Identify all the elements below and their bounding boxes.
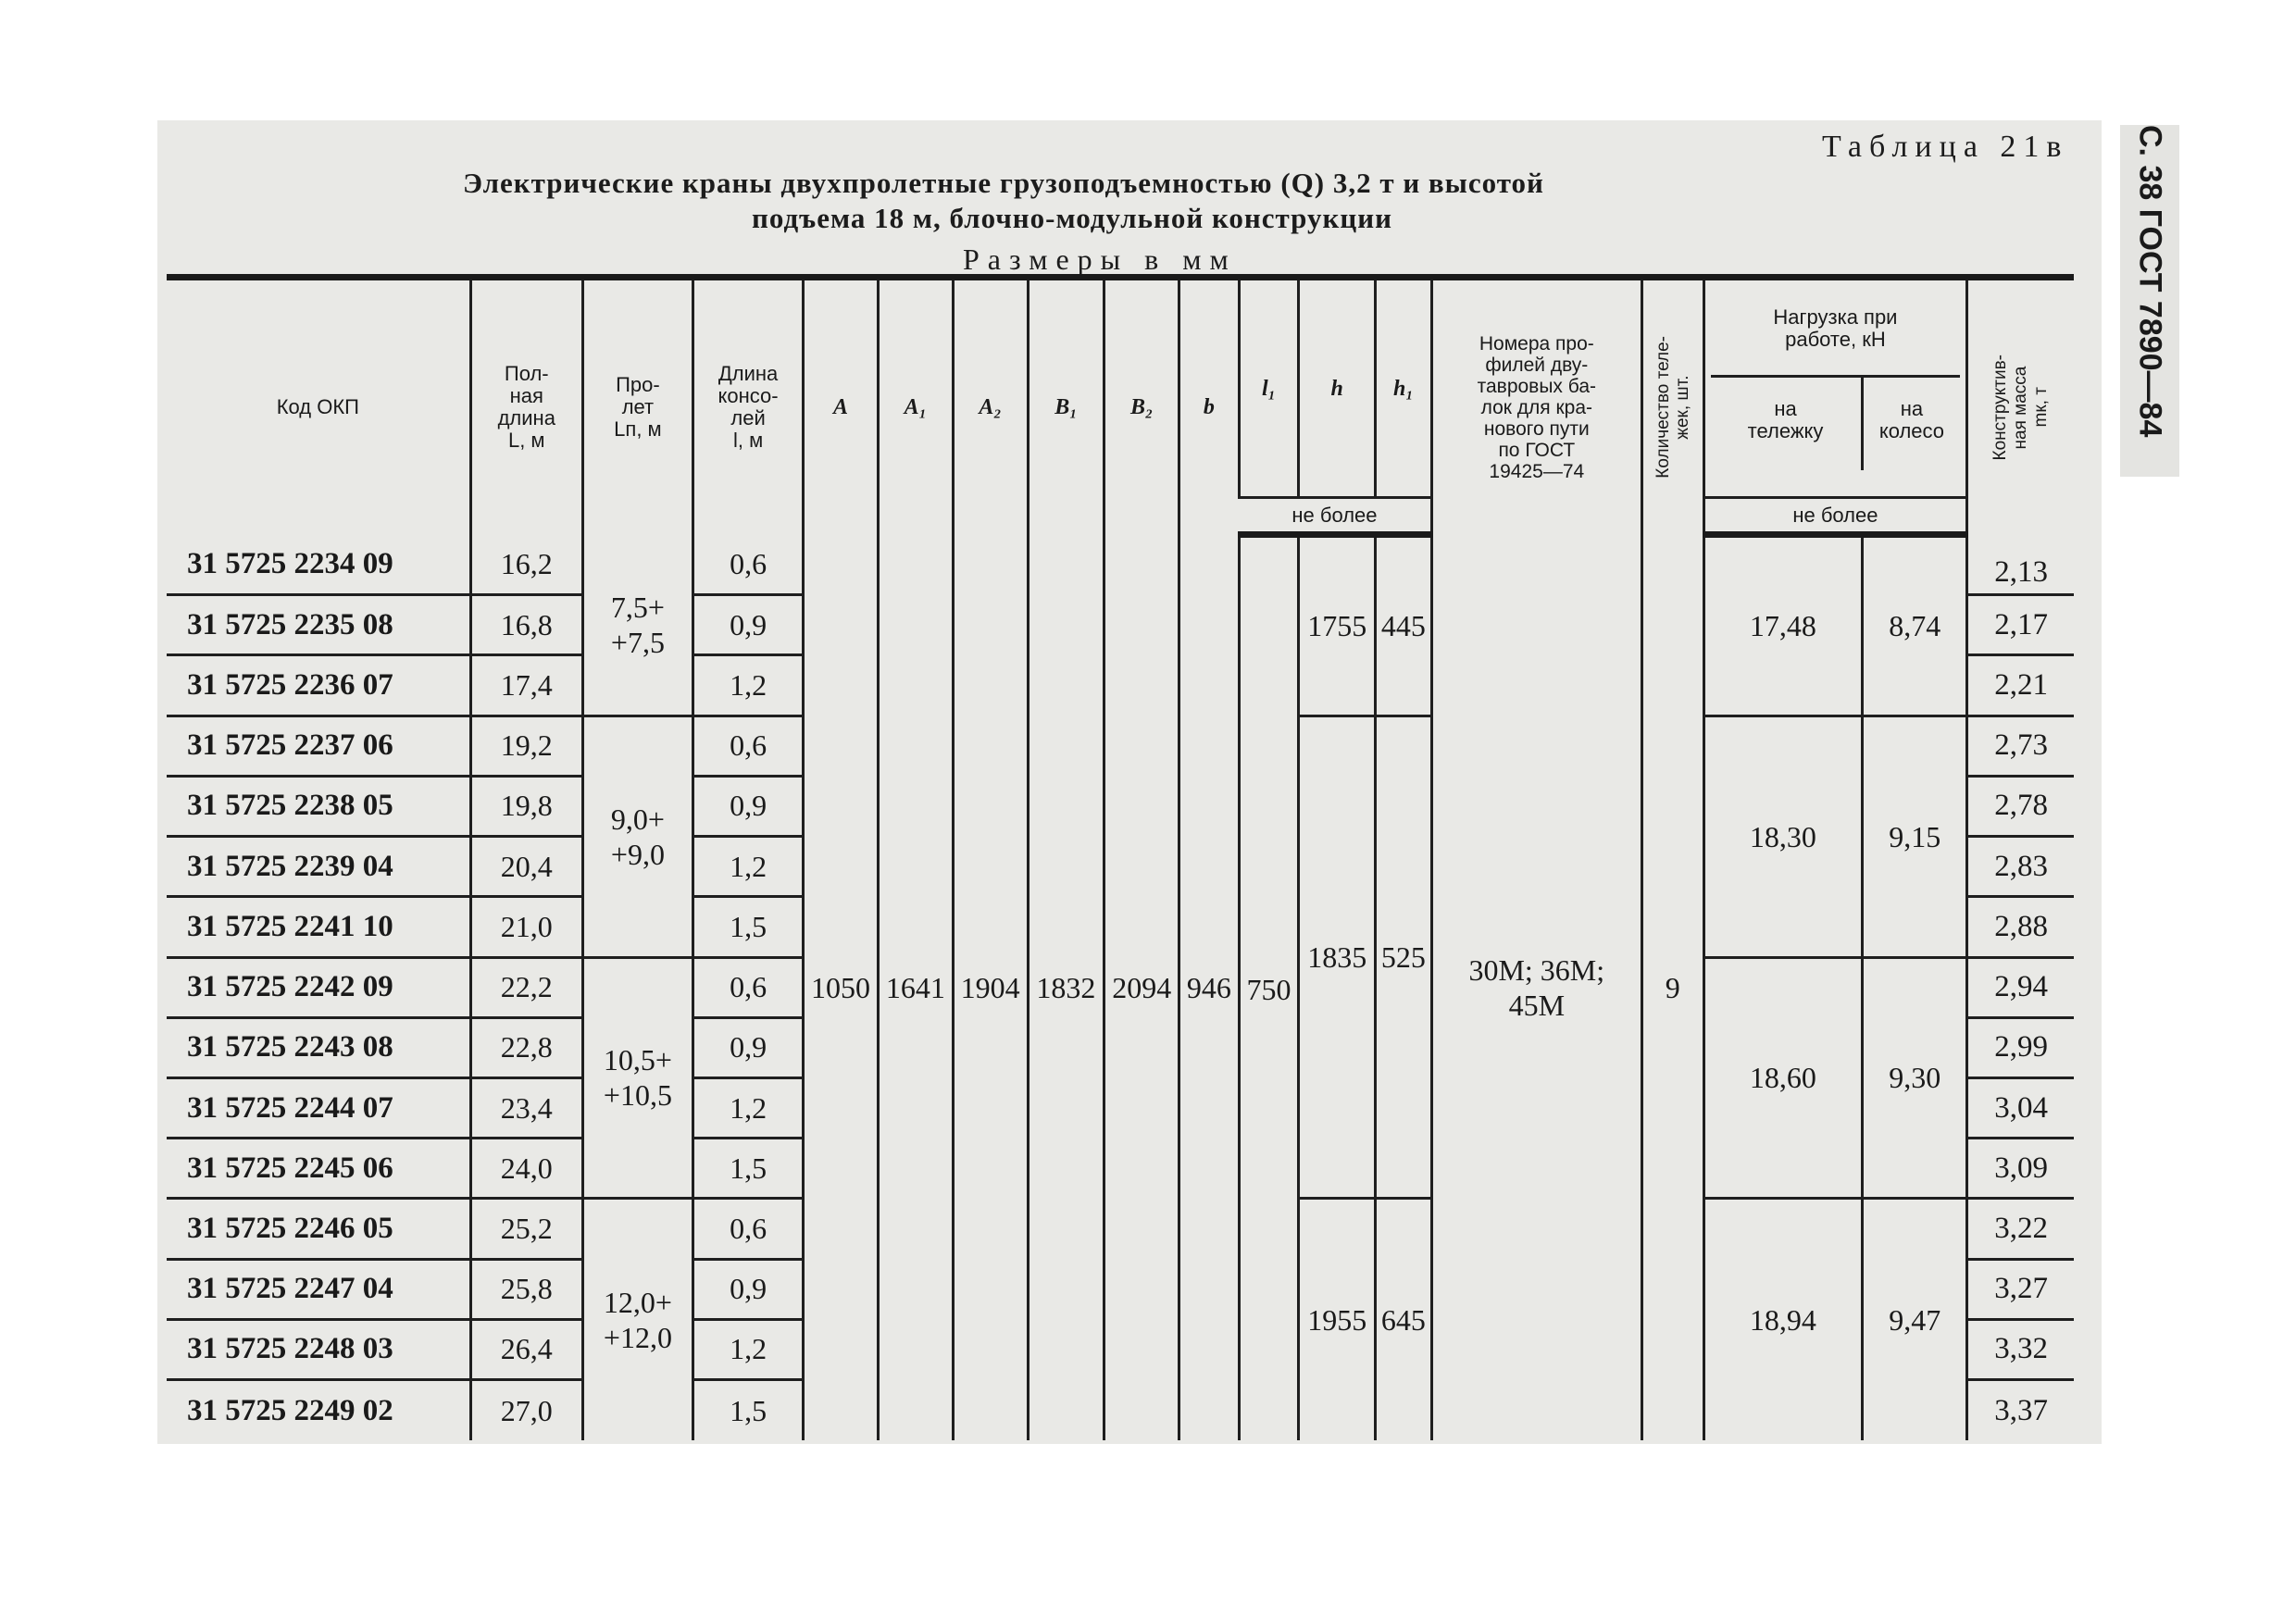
row-full-length: 22,8 bbox=[470, 1017, 582, 1077]
common-l1: 750 bbox=[1239, 535, 1299, 1441]
header-A1: A₁ bbox=[878, 278, 953, 535]
row-full-length: 17,4 bbox=[470, 655, 582, 716]
row-mass: 2,83 bbox=[1967, 837, 2074, 897]
header-load: Нагрузка при работе, кН bbox=[1773, 305, 1898, 351]
row-code: 31 5725 2239 04 bbox=[167, 837, 470, 897]
header-l1: l₁ bbox=[1239, 278, 1299, 498]
row-full-length: 23,4 bbox=[470, 1077, 582, 1138]
row-mass: 3,37 bbox=[1967, 1380, 2074, 1440]
header-A2: A₂ bbox=[953, 278, 1028, 535]
row-console-length: 0,9 bbox=[693, 1017, 804, 1077]
row-code: 31 5725 2236 07 bbox=[167, 655, 470, 716]
row-code: 31 5725 2246 05 bbox=[167, 1199, 470, 1259]
row-full-length: 22,2 bbox=[470, 957, 582, 1017]
h-group-1: 1755 bbox=[1299, 535, 1376, 716]
header-mass bbox=[1967, 278, 2074, 535]
span-group-2: 9,0+ +9,0 bbox=[582, 716, 693, 957]
row-mass: 3,04 bbox=[1967, 1077, 2074, 1138]
header-trolley-count-text: Количество теле- жек, шт. bbox=[1653, 336, 1692, 479]
row-mass: 2,73 bbox=[1967, 716, 2074, 776]
header-console-length: Длина консо- лей l, м bbox=[693, 278, 804, 535]
load-wheel-group-1: 8,74 bbox=[1863, 535, 1967, 716]
row-full-length: 19,8 bbox=[470, 776, 582, 836]
span-group-4: 12,0+ +12,0 bbox=[582, 1199, 693, 1440]
cranes-table bbox=[167, 274, 2074, 1440]
units-caption: Размеры в мм bbox=[963, 243, 1237, 276]
row-code: 31 5725 2249 02 bbox=[187, 1393, 393, 1427]
row-mass: 3,32 bbox=[1967, 1319, 2074, 1379]
common-trolley-count: 9 bbox=[1641, 535, 1703, 1441]
h1-group-1: 445 bbox=[1376, 535, 1432, 716]
h-group-2: 1835 bbox=[1299, 716, 1376, 1199]
row-code: 31 5725 2247 04 bbox=[167, 1259, 470, 1319]
header-h1: h₁ bbox=[1376, 278, 1432, 498]
load-trolley-group-4: 18,94 bbox=[1703, 1199, 1863, 1440]
row-mass: 2,21 bbox=[1967, 655, 2074, 716]
load-wheel-group-2: 9,15 bbox=[1863, 716, 1967, 957]
row-code: 31 5725 2237 06 bbox=[167, 716, 470, 776]
row-console-length: 1,5 bbox=[693, 1139, 804, 1199]
header-trolley-count bbox=[1641, 278, 1703, 535]
row-full-length: 16,8 bbox=[470, 595, 582, 655]
header-B1: B₁ bbox=[1028, 278, 1104, 535]
header-span: Про- лет Lп, м bbox=[582, 278, 693, 535]
header-load-trolley: на тележку bbox=[1711, 378, 1864, 470]
row-console-length: 0,9 bbox=[693, 595, 804, 655]
table-title-line-1: Электрические краны двухпролетные грузоподъемностью (Q) 3,2 т и высотой bbox=[463, 167, 1544, 199]
header-rail-profiles: Номера про- филей дву- тавровых ба- лок для кра- нового пути по ГОСТ 19425—74 bbox=[1431, 278, 1641, 535]
h1-group-3: 645 bbox=[1376, 1199, 1432, 1440]
common-B2: 2094 bbox=[1104, 535, 1179, 1441]
row-code: 31 5725 2248 03 bbox=[167, 1319, 470, 1379]
row-code: 31 5725 2244 07 bbox=[167, 1077, 470, 1138]
row-code: 31 5725 2234 09 bbox=[167, 535, 470, 595]
page-header-stamp: С. 38 ГОСТ 7890—84 bbox=[2120, 125, 2179, 477]
row-console-length: 0,9 bbox=[693, 776, 804, 836]
header-no-more-dims: не более bbox=[1239, 498, 1431, 535]
row-full-length: 26,4 bbox=[470, 1319, 582, 1379]
row-full-length: 19,2 bbox=[470, 716, 582, 776]
header-load-group bbox=[1703, 278, 1967, 498]
row-console-length: 1,5 bbox=[693, 1380, 804, 1440]
row-mass: 3,09 bbox=[1967, 1139, 2074, 1199]
header-A: A bbox=[804, 278, 879, 535]
row-mass: 3,27 bbox=[1967, 1259, 2074, 1319]
row-code: 31 5725 2243 08 bbox=[167, 1017, 470, 1077]
row-console-length: 0,6 bbox=[693, 957, 804, 1017]
row-mass: 2,13 bbox=[1967, 535, 2074, 595]
header-load-subcolumns bbox=[1711, 375, 1961, 470]
row-full-length: 25,8 bbox=[470, 1259, 582, 1319]
common-A: 1050 bbox=[804, 535, 879, 1441]
row-console-length: 0,9 bbox=[693, 1259, 804, 1319]
row-code: 31 5725 2242 09 bbox=[167, 957, 470, 1017]
header-full-length: Пол- ная длина L, м bbox=[470, 278, 582, 535]
row-console-length: 1,2 bbox=[693, 837, 804, 897]
row-console-length: 1,2 bbox=[693, 655, 804, 716]
row-code: 31 5725 2238 05 bbox=[167, 776, 470, 836]
header-b: b bbox=[1179, 278, 1240, 535]
row-console-length: 0,6 bbox=[693, 535, 804, 595]
row-console-length: 1,2 bbox=[693, 1319, 804, 1379]
header-no-more-load: не более bbox=[1703, 498, 1967, 535]
row-console-length: 1,5 bbox=[693, 897, 804, 957]
row-console-length: 1,2 bbox=[693, 1077, 804, 1138]
row-code: 31 5725 2241 10 bbox=[167, 897, 470, 957]
load-trolley-group-1: 17,48 bbox=[1703, 535, 1863, 716]
common-b: 946 bbox=[1179, 535, 1240, 1441]
row-full-length: 24,0 bbox=[470, 1139, 582, 1199]
row-full-length: 20,4 bbox=[470, 837, 582, 897]
load-wheel-group-4: 9,47 bbox=[1863, 1199, 1967, 1440]
common-B1: 1832 bbox=[1028, 535, 1104, 1441]
row-full-length: 21,0 bbox=[470, 897, 582, 957]
row-mass: 2,78 bbox=[1967, 776, 2074, 836]
header-load-wheel: на колесо bbox=[1878, 397, 1945, 442]
h1-group-2: 525 bbox=[1376, 716, 1432, 1199]
common-rail-profiles: 30М; 36М; 45М bbox=[1431, 535, 1641, 1441]
row-full-length: 16,2 bbox=[470, 535, 582, 595]
load-trolley-group-3: 18,60 bbox=[1703, 957, 1863, 1199]
span-group-1: 7,5+ +7,5 bbox=[582, 535, 693, 716]
common-A2: 1904 bbox=[953, 535, 1028, 1441]
header-mass-text: Конструктив- ная масса mк, т bbox=[1990, 355, 2052, 461]
table-title-line-2: подъема 18 м, блочно-модульной конструкции bbox=[752, 202, 1392, 234]
common-A1: 1641 bbox=[878, 535, 953, 1441]
row-full-length: 25,2 bbox=[470, 1199, 582, 1259]
load-trolley-group-2: 18,30 bbox=[1703, 716, 1863, 957]
table-number: Таблица 21в bbox=[1822, 130, 2069, 164]
row-mass: 2,99 bbox=[1967, 1017, 2074, 1077]
row-code: 31 5725 2235 08 bbox=[167, 595, 470, 655]
row-code: 31 5725 2245 06 bbox=[167, 1139, 470, 1199]
header-B2: B₂ bbox=[1104, 278, 1179, 535]
header-h: h bbox=[1299, 278, 1376, 498]
row-mass: 2,94 bbox=[1967, 957, 2074, 1017]
h-group-3: 1955 bbox=[1299, 1199, 1376, 1440]
header-code: Код ОКП bbox=[167, 278, 470, 535]
span-group-3: 10,5+ +10,5 bbox=[582, 957, 693, 1199]
row-console-length: 0,6 bbox=[693, 1199, 804, 1259]
row-full-length: 27,0 bbox=[470, 1380, 582, 1440]
row-console-length: 0,6 bbox=[693, 716, 804, 776]
row-mass: 3,22 bbox=[1967, 1199, 2074, 1259]
row-mass: 2,88 bbox=[1967, 897, 2074, 957]
load-wheel-group-3: 9,30 bbox=[1863, 957, 1967, 1199]
row-mass: 2,17 bbox=[1967, 595, 2074, 655]
